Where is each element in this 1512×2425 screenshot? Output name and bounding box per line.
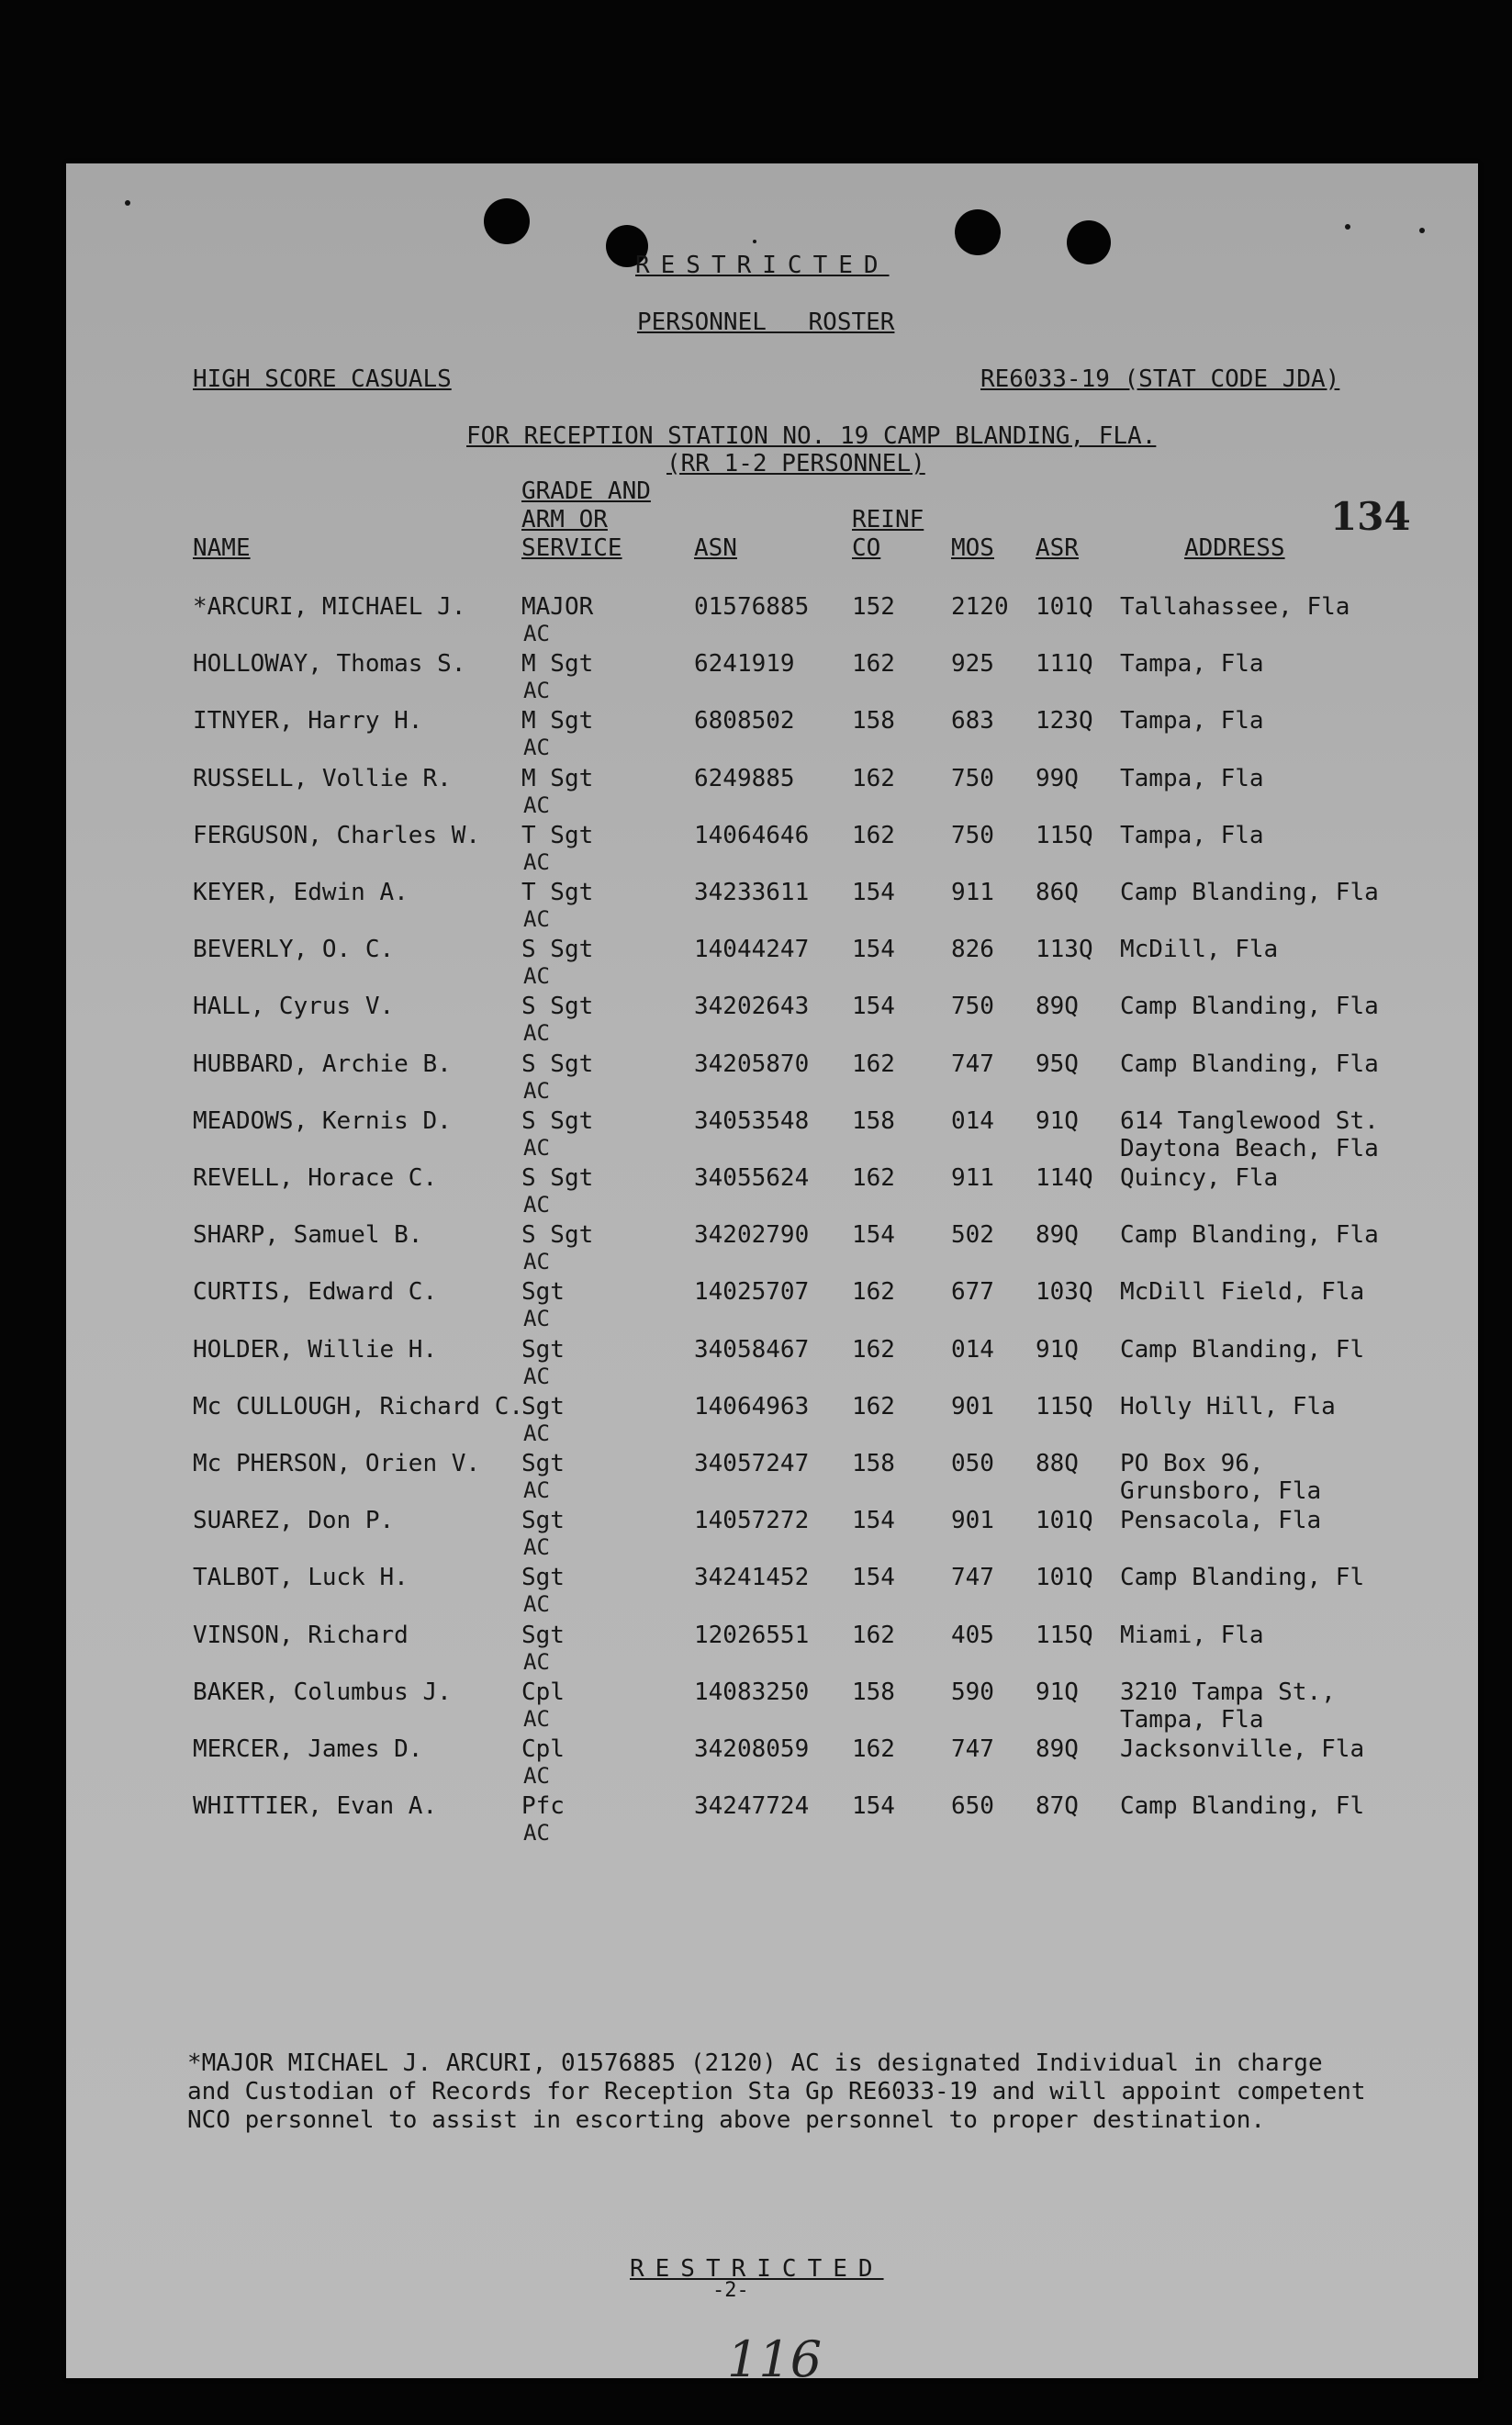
- cell-mos: 750: [951, 765, 994, 792]
- cell-co: 162: [852, 1050, 895, 1078]
- page-number: 134: [1330, 494, 1411, 539]
- cell-asr: 123Q: [1036, 707, 1093, 735]
- cell-grade: S Sgt: [521, 1050, 594, 1078]
- cell-co: 162: [852, 1622, 895, 1649]
- cell-name: KEYER, Edwin A.: [193, 879, 409, 906]
- cell-co: 154: [852, 879, 895, 906]
- cell-grade: Sgt: [521, 1393, 565, 1420]
- cell-name: SHARP, Samuel B.: [193, 1221, 423, 1249]
- cell-asn: 34241452: [694, 1564, 810, 1591]
- cell-co: 162: [852, 650, 895, 678]
- cell-arm: AC: [523, 1306, 550, 1331]
- cell-mos: 050: [951, 1450, 994, 1477]
- cell-co: 154: [852, 993, 895, 1020]
- cell-co: 158: [852, 1678, 895, 1706]
- column-header-asr: ASR: [1036, 534, 1079, 562]
- cell-address-line2: Daytona Beach, Fla: [1120, 1135, 1379, 1162]
- cell-name: ITNYER, Harry H.: [193, 707, 423, 735]
- cell-asr: 87Q: [1036, 1792, 1079, 1820]
- cell-address: Miami, Fla: [1120, 1622, 1264, 1649]
- cell-co: 162: [852, 1393, 895, 1420]
- cell-grade: Sgt: [521, 1336, 565, 1364]
- cell-arm: AC: [523, 1135, 550, 1161]
- cell-grade: Sgt: [521, 1507, 565, 1534]
- cell-asn: 14025707: [694, 1278, 810, 1306]
- cell-arm: AC: [523, 1364, 550, 1389]
- cell-mos: 750: [951, 822, 994, 849]
- cell-asr: 101Q: [1036, 1507, 1093, 1534]
- cell-asr: 91Q: [1036, 1107, 1079, 1135]
- cell-address: Camp Blanding, Fl: [1120, 1564, 1365, 1591]
- column-header-grade: GRADE AND ARM OR SERVICE: [521, 477, 651, 562]
- cell-co: 154: [852, 1507, 895, 1534]
- cell-arm: AC: [523, 849, 550, 875]
- cell-mos: 683: [951, 707, 994, 735]
- right-heading: RE6033-19 (STAT CODE JDA): [980, 365, 1340, 393]
- cell-name: TALBOT, Luck H.: [193, 1564, 409, 1591]
- cell-arm: AC: [523, 1420, 550, 1446]
- station-line: FOR RECEPTION STATION NO. 19 CAMP BLANDING, FLA.: [466, 422, 1157, 450]
- cell-arm: AC: [523, 678, 550, 703]
- cell-mos: 747: [951, 1050, 994, 1078]
- cell-asr: 89Q: [1036, 993, 1079, 1020]
- cell-grade: Pfc: [521, 1792, 565, 1820]
- cell-co: 154: [852, 936, 895, 963]
- cell-grade: Cpl: [521, 1678, 565, 1706]
- cell-arm: AC: [523, 1078, 550, 1104]
- cell-arm: AC: [523, 1192, 550, 1218]
- handwritten-number: 116: [727, 2330, 823, 2388]
- cell-name: FERGUSON, Charles W.: [193, 822, 481, 849]
- cell-address: PO Box 96,: [1120, 1450, 1264, 1477]
- cell-asn: 14083250: [694, 1678, 810, 1706]
- cell-asn: 14064646: [694, 822, 810, 849]
- cell-asr: 91Q: [1036, 1678, 1079, 1706]
- cell-asn: 34208059: [694, 1735, 810, 1763]
- cell-name: BAKER, Columbus J.: [193, 1678, 452, 1706]
- cell-grade: M Sgt: [521, 707, 594, 735]
- cell-co: 162: [852, 765, 895, 792]
- cell-asr: 86Q: [1036, 879, 1079, 906]
- cell-asr: 103Q: [1036, 1278, 1093, 1306]
- cell-arm: AC: [523, 1591, 550, 1617]
- cell-address: Tampa, Fla: [1120, 650, 1264, 678]
- cell-grade: Sgt: [521, 1450, 565, 1477]
- punch-hole: [1067, 220, 1111, 264]
- cell-arm: AC: [523, 1249, 550, 1274]
- cell-asr: 91Q: [1036, 1336, 1079, 1364]
- cell-address: Holly Hill, Fla: [1120, 1393, 1336, 1420]
- cell-mos: 502: [951, 1221, 994, 1249]
- cell-arm: AC: [523, 621, 550, 646]
- cell-address: Camp Blanding, Fla: [1120, 879, 1379, 906]
- cell-arm: AC: [523, 963, 550, 989]
- speck: [753, 240, 756, 243]
- cell-asr: 115Q: [1036, 1622, 1093, 1649]
- cell-co: 162: [852, 1164, 895, 1192]
- cell-name: *ARCURI, MICHAEL J.: [193, 593, 466, 621]
- cell-address: 3210 Tampa St.,: [1120, 1678, 1336, 1706]
- cell-address: McDill Field, Fla: [1120, 1278, 1365, 1306]
- cell-arm: AC: [523, 1820, 550, 1846]
- cell-arm: AC: [523, 1477, 550, 1503]
- cell-grade: S Sgt: [521, 1107, 594, 1135]
- cell-address: Camp Blanding, Fl: [1120, 1336, 1365, 1364]
- cell-grade: M Sgt: [521, 650, 594, 678]
- column-header-reinf: REINF CO: [852, 506, 924, 562]
- column-header-address: ADDRESS: [1184, 534, 1285, 562]
- cell-mos: 590: [951, 1678, 994, 1706]
- cell-asr: 113Q: [1036, 936, 1093, 963]
- cell-address: Camp Blanding, Fla: [1120, 993, 1379, 1020]
- speck: [1419, 228, 1425, 233]
- cell-arm: AC: [523, 1649, 550, 1675]
- cell-arm: AC: [523, 906, 550, 932]
- cell-name: HOLDER, Willie H.: [193, 1336, 438, 1364]
- cell-name: MERCER, James D.: [193, 1735, 423, 1763]
- cell-co: 162: [852, 1336, 895, 1364]
- cell-name: WHITTIER, Evan A.: [193, 1792, 438, 1820]
- cell-mos: 747: [951, 1735, 994, 1763]
- cell-name: HALL, Cyrus V.: [193, 993, 395, 1020]
- cell-co: 158: [852, 1107, 895, 1135]
- cell-address: Camp Blanding, Fla: [1120, 1221, 1379, 1249]
- cell-asn: 34058467: [694, 1336, 810, 1364]
- cell-address: 614 Tanglewood St.: [1120, 1107, 1379, 1135]
- cell-address: Tampa, Fla: [1120, 822, 1264, 849]
- cell-asr: 111Q: [1036, 650, 1093, 678]
- cell-asn: 34053548: [694, 1107, 810, 1135]
- cell-asn: 6808502: [694, 707, 795, 735]
- cell-address-line2: Tampa, Fla: [1120, 1706, 1264, 1734]
- cell-mos: 925: [951, 650, 994, 678]
- cell-arm: AC: [523, 792, 550, 818]
- cell-mos: 901: [951, 1393, 994, 1420]
- punch-hole: [955, 209, 1001, 255]
- cell-grade: S Sgt: [521, 1221, 594, 1249]
- cell-asr: 99Q: [1036, 765, 1079, 792]
- cell-asr: 89Q: [1036, 1221, 1079, 1249]
- cell-co: 154: [852, 1792, 895, 1820]
- cell-mos: 650: [951, 1792, 994, 1820]
- cell-co: 154: [852, 1564, 895, 1591]
- left-heading: HIGH SCORE CASUALS: [193, 365, 452, 393]
- cell-address-line2: Grunsboro, Fla: [1120, 1477, 1322, 1505]
- cell-mos: 826: [951, 936, 994, 963]
- cell-address: Jacksonville, Fla: [1120, 1735, 1365, 1763]
- cell-grade: Sgt: [521, 1278, 565, 1306]
- column-header-mos: MOS: [951, 534, 994, 562]
- document-page: [66, 163, 1478, 2388]
- cell-mos: 014: [951, 1107, 994, 1135]
- cell-asn: 34057247: [694, 1450, 810, 1477]
- cell-asn: 34202790: [694, 1221, 810, 1249]
- cell-asr: 101Q: [1036, 593, 1093, 621]
- cell-asr: 115Q: [1036, 1393, 1093, 1420]
- cell-asr: 114Q: [1036, 1164, 1093, 1192]
- cell-name: REVELL, Horace C.: [193, 1164, 438, 1192]
- cell-asn: 14057272: [694, 1507, 810, 1534]
- cell-grade: M Sgt: [521, 765, 594, 792]
- cell-mos: 2120: [951, 593, 1009, 621]
- cell-co: 162: [852, 822, 895, 849]
- cell-asr: 115Q: [1036, 822, 1093, 849]
- cell-grade: T Sgt: [521, 879, 594, 906]
- punch-hole: [484, 198, 530, 244]
- cell-grade: T Sgt: [521, 822, 594, 849]
- cell-name: Mc PHERSON, Orien V.: [193, 1450, 481, 1477]
- cell-address: Camp Blanding, Fl: [1120, 1792, 1365, 1820]
- page-marker: -2-: [712, 2279, 749, 2302]
- cell-mos: 747: [951, 1564, 994, 1591]
- classification-bottom: RESTRICTED: [630, 2255, 884, 2283]
- classification-top: RESTRICTED: [635, 252, 890, 279]
- cell-name: RUSSELL, Vollie R.: [193, 765, 452, 792]
- cell-name: SUAREZ, Don P.: [193, 1507, 395, 1534]
- cell-grade: S Sgt: [521, 1164, 594, 1192]
- cell-co: 152: [852, 593, 895, 621]
- cell-asn: 34233611: [694, 879, 810, 906]
- cell-mos: 014: [951, 1336, 994, 1364]
- cell-address: Camp Blanding, Fla: [1120, 1050, 1379, 1078]
- cell-asn: 12026551: [694, 1622, 810, 1649]
- cell-co: 154: [852, 1221, 895, 1249]
- cell-mos: 677: [951, 1278, 994, 1306]
- cell-address: Tampa, Fla: [1120, 765, 1264, 792]
- cell-name: Mc CULLOUGH, Richard C.: [193, 1393, 524, 1420]
- cell-mos: 405: [951, 1622, 994, 1649]
- cell-asn: 01576885: [694, 593, 810, 621]
- cell-mos: 901: [951, 1507, 994, 1534]
- speck: [1345, 224, 1350, 230]
- cell-asn: 6249885: [694, 765, 795, 792]
- cell-arm: AC: [523, 1706, 550, 1732]
- cell-co: 158: [852, 1450, 895, 1477]
- cell-asn: 34055624: [694, 1164, 810, 1192]
- column-header-asn: ASN: [694, 534, 737, 562]
- cell-arm: AC: [523, 1763, 550, 1789]
- cell-name: HUBBARD, Archie B.: [193, 1050, 452, 1078]
- cell-asr: 101Q: [1036, 1564, 1093, 1591]
- speck: [125, 200, 130, 206]
- sub-line: (RR 1-2 PERSONNEL): [666, 450, 925, 477]
- cell-address: McDill, Fla: [1120, 936, 1279, 963]
- cell-name: BEVERLY, O. C.: [193, 936, 395, 963]
- cell-address: Quincy, Fla: [1120, 1164, 1279, 1192]
- cell-grade: Sgt: [521, 1564, 565, 1591]
- cell-asn: 6241919: [694, 650, 795, 678]
- footnote: *MAJOR MICHAEL J. ARCURI, 01576885 (2120) AC is designated Individual in charge and Custodian of Records for Reception Sta Gp RE6033-19 and will appoint competent NCO personnel to assist in escorting above personnel to proper destination.: [187, 2049, 1366, 2134]
- cell-address: Pensacola, Fla: [1120, 1507, 1322, 1534]
- cell-grade: S Sgt: [521, 993, 594, 1020]
- cell-grade: Sgt: [521, 1622, 565, 1649]
- cell-grade: MAJOR: [521, 593, 594, 621]
- cell-asr: 88Q: [1036, 1450, 1079, 1477]
- cell-address: Tampa, Fla: [1120, 707, 1264, 735]
- cell-asn: 34205870: [694, 1050, 810, 1078]
- cell-name: MEADOWS, Kernis D.: [193, 1107, 452, 1135]
- cell-co: 158: [852, 707, 895, 735]
- column-header-name: NAME: [193, 534, 251, 562]
- cell-address: Tallahassee, Fla: [1120, 593, 1350, 621]
- cell-mos: 750: [951, 993, 994, 1020]
- cell-name: HOLLOWAY, Thomas S.: [193, 650, 466, 678]
- cell-asr: 89Q: [1036, 1735, 1079, 1763]
- cell-name: VINSON, Richard: [193, 1622, 409, 1649]
- cell-mos: 911: [951, 1164, 994, 1192]
- cell-asn: 14044247: [694, 936, 810, 963]
- cell-arm: AC: [523, 1020, 550, 1046]
- cell-name: CURTIS, Edward C.: [193, 1278, 438, 1306]
- cell-asn: 34247724: [694, 1792, 810, 1820]
- cell-grade: S Sgt: [521, 936, 594, 963]
- cell-asn: 14064963: [694, 1393, 810, 1420]
- cell-arm: AC: [523, 735, 550, 760]
- cell-co: 162: [852, 1735, 895, 1763]
- cell-mos: 911: [951, 879, 994, 906]
- cell-grade: Cpl: [521, 1735, 565, 1763]
- cell-arm: AC: [523, 1534, 550, 1560]
- cell-asn: 34202643: [694, 993, 810, 1020]
- cell-asr: 95Q: [1036, 1050, 1079, 1078]
- cell-co: 162: [852, 1278, 895, 1306]
- page-title: PERSONNEL ROSTER: [637, 309, 895, 336]
